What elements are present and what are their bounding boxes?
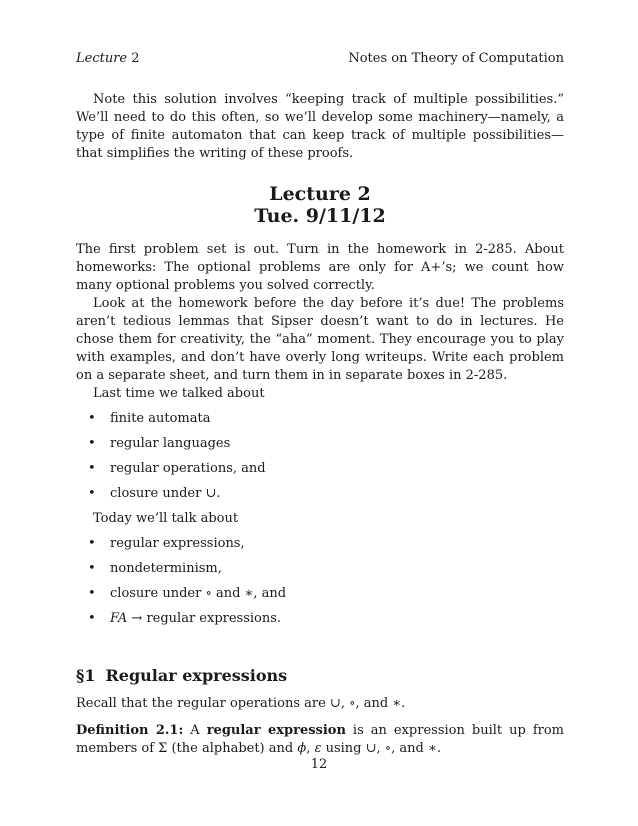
definition-term: regular expression <box>206 723 346 738</box>
list-item-text: closure under ∪. <box>110 486 221 501</box>
lecture-title: Lecture 2 <box>269 183 371 205</box>
bullet-icon: • <box>88 586 96 601</box>
definition-label: Definition 2.1: <box>76 723 184 738</box>
bullet-icon: • <box>88 436 96 451</box>
paragraph-recall: Recall that the regular operations are ∪, ∘, and ∗. <box>76 696 406 711</box>
list-item-text: → regular expressions. <box>127 611 282 626</box>
today-list <box>76 535 564 628</box>
list-item <box>88 535 564 553</box>
running-head <box>76 51 564 69</box>
body-text <box>76 91 564 758</box>
page-number: 12 <box>310 757 328 772</box>
list-item-text: regular languages <box>110 436 231 451</box>
list-item <box>88 610 564 628</box>
list-item-text: nondeterminism, <box>110 561 222 576</box>
lecture-date: Tue. 9/11/12 <box>254 205 386 227</box>
definition <box>76 722 564 758</box>
running-head-lecture-label: Lecture <box>76 51 128 66</box>
list-item-text: regular expressions, <box>110 536 245 551</box>
bullet-icon: • <box>88 611 96 626</box>
fa-symbol: FA <box>110 611 128 626</box>
section-title: Regular expressions <box>105 666 288 685</box>
definition-text: using ∪, ∘, and ∗. <box>321 741 441 756</box>
bullet-icon: • <box>88 461 96 476</box>
running-head-right: Notes on Theory of Computation <box>348 51 564 66</box>
bullet-icon: • <box>88 411 96 426</box>
list-item-text: closure under ∘ and ∗, and <box>110 586 287 601</box>
paragraph-today: Today we’ll talk about <box>93 511 239 526</box>
paragraph-problem-set: The first problem set is out. Turn in the homework in 2-285. About homeworks: The optional problems are only for A+’s; we count how many optional problems you solved correctly. <box>76 242 564 293</box>
definition-text: is an expression built up from members of Σ (the alphabet) and <box>76 723 564 756</box>
section-number: §1 <box>76 666 96 685</box>
list-item <box>88 410 564 428</box>
running-head-left <box>76 51 140 66</box>
section-heading <box>76 666 564 686</box>
definition-text: A <box>183 723 207 738</box>
phi-symbol: ϕ <box>297 741 307 756</box>
paragraph-homework: Look at the homework before the day before it’s due! The problems aren’t tedious lemmas that Sipser doesn’t want to do in lectures. He chose them for creativity, the “aha” moment. They encourage you to play with examples, and don’t have overly long writeups. Write each problem on a separate sheet, and turn them in in separate boxes in 2-285. <box>76 296 564 383</box>
definition-text: , <box>306 741 315 756</box>
epsilon-symbol: ε <box>314 741 322 756</box>
list-item <box>88 435 564 453</box>
bullet-icon: • <box>88 561 96 576</box>
list-item-text: finite automata <box>110 411 211 426</box>
bullet-icon: • <box>88 486 96 501</box>
list-item-text: regular operations, and <box>110 461 266 476</box>
list-item <box>88 585 564 603</box>
paragraph-last-time: Last time we talked about <box>93 386 265 401</box>
lecture-heading <box>76 183 564 227</box>
running-head-lecture-number: 2 <box>127 51 140 66</box>
list-item <box>88 485 564 503</box>
intro-paragraph: Note this solution involves “keeping track of multiple possibilities.” We’ll need to do this often, so we’ll develop some machinery—namely, a type of finite automaton that can keep track of multiple possibilities—that simplifies the writing of these proofs. <box>76 92 564 161</box>
bullet-icon: • <box>88 536 96 551</box>
last-time-list <box>76 410 564 503</box>
list-item <box>88 560 564 578</box>
list-item <box>88 460 564 478</box>
